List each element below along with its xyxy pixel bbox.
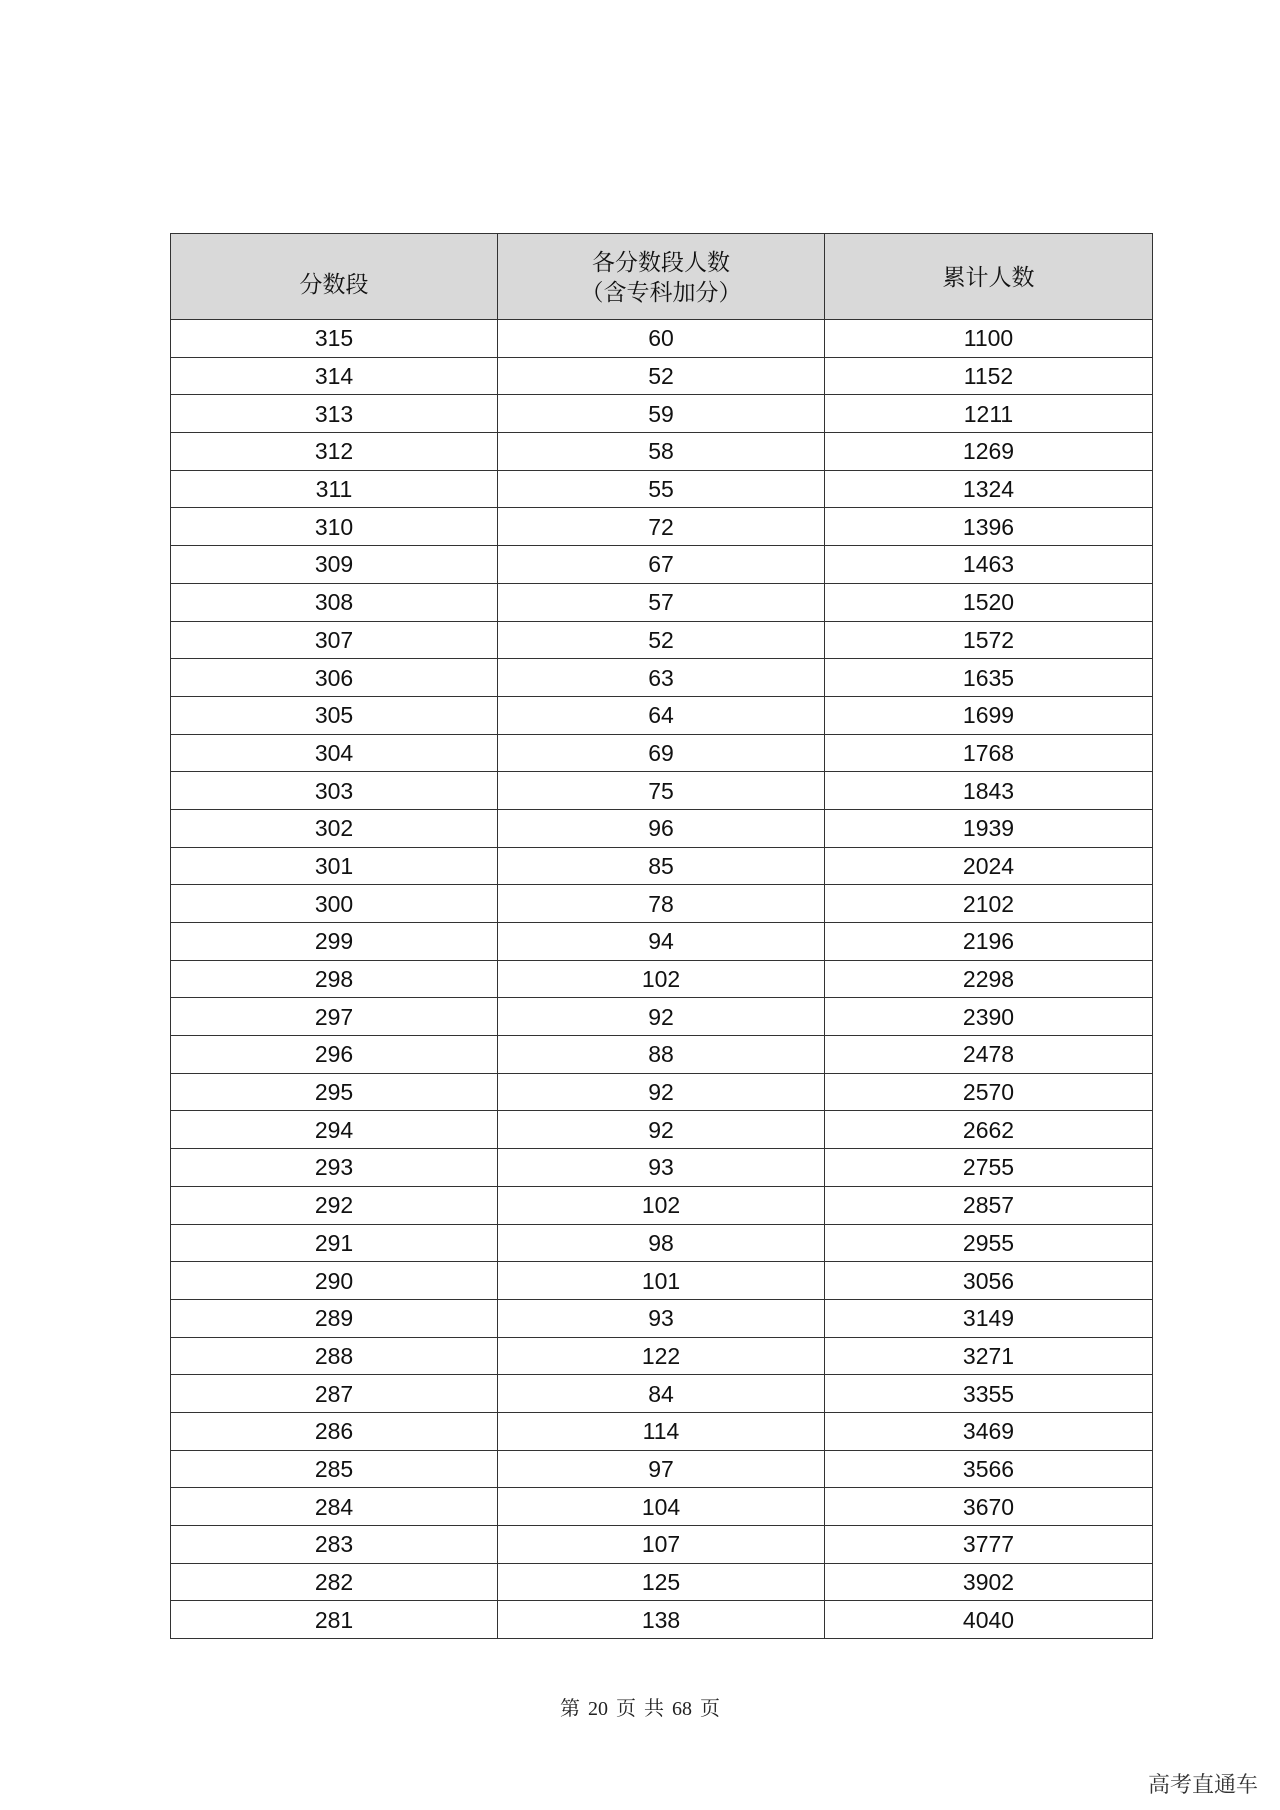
table-row xyxy=(171,1526,1153,1564)
cell-count: 59 xyxy=(498,395,825,433)
cell-count: 64 xyxy=(498,696,825,734)
cell-count: 85 xyxy=(498,847,825,885)
cell-score: 292 xyxy=(171,1186,498,1224)
cell-cumulative: 2024 xyxy=(825,847,1153,885)
table-row xyxy=(171,320,1153,358)
cell-cumulative: 2298 xyxy=(825,960,1153,998)
cell-score: 314 xyxy=(171,357,498,395)
table-row xyxy=(171,960,1153,998)
table-row xyxy=(171,395,1153,433)
cell-count: 138 xyxy=(498,1601,825,1639)
cell-score: 304 xyxy=(171,734,498,772)
cell-score: 315 xyxy=(171,320,498,358)
cell-count: 94 xyxy=(498,923,825,961)
cell-score: 294 xyxy=(171,1111,498,1149)
cell-cumulative: 1699 xyxy=(825,696,1153,734)
cell-score: 284 xyxy=(171,1488,498,1526)
footer-suffix: 页 xyxy=(700,1698,720,1720)
cell-score: 291 xyxy=(171,1224,498,1262)
cell-count: 97 xyxy=(498,1450,825,1488)
cell-count: 58 xyxy=(498,433,825,471)
cell-cumulative: 3149 xyxy=(825,1299,1153,1337)
table-row xyxy=(171,433,1153,471)
cell-count: 104 xyxy=(498,1488,825,1526)
cell-count: 101 xyxy=(498,1262,825,1300)
cell-cumulative: 1463 xyxy=(825,546,1153,584)
table-row xyxy=(171,1224,1153,1262)
cell-score: 290 xyxy=(171,1262,498,1300)
cell-cumulative: 3355 xyxy=(825,1375,1153,1413)
footer-prefix: 第 xyxy=(560,1698,580,1720)
cell-score: 313 xyxy=(171,395,498,433)
cell-count: 69 xyxy=(498,734,825,772)
score-distribution-table xyxy=(170,233,1153,1639)
footer-total-pages: 68 xyxy=(672,1698,692,1720)
cell-score: 311 xyxy=(171,470,498,508)
header-count-line1: 各分数段人数 xyxy=(592,248,730,275)
cell-score: 297 xyxy=(171,998,498,1036)
cell-count: 72 xyxy=(498,508,825,546)
cell-count: 102 xyxy=(498,960,825,998)
cell-score: 283 xyxy=(171,1526,498,1564)
cell-count: 67 xyxy=(498,546,825,584)
cell-count: 92 xyxy=(498,998,825,1036)
cell-score: 293 xyxy=(171,1149,498,1187)
cell-cumulative: 1520 xyxy=(825,583,1153,621)
cell-count: 55 xyxy=(498,470,825,508)
cell-count: 93 xyxy=(498,1149,825,1187)
cell-cumulative: 1768 xyxy=(825,734,1153,772)
cell-cumulative: 1211 xyxy=(825,395,1153,433)
cell-cumulative: 3902 xyxy=(825,1563,1153,1601)
cell-cumulative: 3566 xyxy=(825,1450,1153,1488)
table-row xyxy=(171,1073,1153,1111)
header-cumulative: 累计人数 xyxy=(825,234,1153,320)
cell-count: 92 xyxy=(498,1111,825,1149)
footer-total-label: 共 xyxy=(644,1698,664,1720)
cell-score: 306 xyxy=(171,659,498,697)
table-row xyxy=(171,508,1153,546)
cell-score: 296 xyxy=(171,1036,498,1074)
cell-cumulative: 3056 xyxy=(825,1262,1153,1300)
cell-count: 63 xyxy=(498,659,825,697)
cell-cumulative: 2662 xyxy=(825,1111,1153,1149)
cell-count: 75 xyxy=(498,772,825,810)
footer-page-label: 页 xyxy=(616,1698,636,1720)
cell-score: 295 xyxy=(171,1073,498,1111)
cell-cumulative: 2955 xyxy=(825,1224,1153,1262)
table-row xyxy=(171,809,1153,847)
table-row xyxy=(171,1488,1153,1526)
table-row xyxy=(171,1375,1153,1413)
cell-cumulative: 2570 xyxy=(825,1073,1153,1111)
page-footer xyxy=(0,1692,1280,1721)
cell-count: 102 xyxy=(498,1186,825,1224)
table-header-row xyxy=(171,234,1153,320)
table-row xyxy=(171,1262,1153,1300)
header-count-line2: （含专科加分） xyxy=(580,278,742,305)
cell-cumulative: 3271 xyxy=(825,1337,1153,1375)
table-row xyxy=(171,1601,1153,1639)
table-row xyxy=(171,546,1153,584)
cell-count: 96 xyxy=(498,809,825,847)
cell-cumulative: 2102 xyxy=(825,885,1153,923)
cell-score: 298 xyxy=(171,960,498,998)
score-distribution-table-container xyxy=(170,233,1152,1639)
cell-cumulative: 2478 xyxy=(825,1036,1153,1074)
cell-count: 92 xyxy=(498,1073,825,1111)
cell-cumulative: 2196 xyxy=(825,923,1153,961)
cell-cumulative: 4040 xyxy=(825,1601,1153,1639)
table-body xyxy=(171,320,1153,1639)
table-row xyxy=(171,1337,1153,1375)
cell-score: 310 xyxy=(171,508,498,546)
table-row xyxy=(171,621,1153,659)
table-row xyxy=(171,696,1153,734)
cell-count: 125 xyxy=(498,1563,825,1601)
cell-cumulative: 2755 xyxy=(825,1149,1153,1187)
table-row xyxy=(171,1186,1153,1224)
cell-count: 57 xyxy=(498,583,825,621)
table-row xyxy=(171,1412,1153,1450)
cell-cumulative: 3670 xyxy=(825,1488,1153,1526)
table-row xyxy=(171,470,1153,508)
cell-score: 307 xyxy=(171,621,498,659)
cell-score: 303 xyxy=(171,772,498,810)
cell-cumulative: 1572 xyxy=(825,621,1153,659)
cell-score: 300 xyxy=(171,885,498,923)
cell-cumulative: 1939 xyxy=(825,809,1153,847)
table-row xyxy=(171,847,1153,885)
cell-score: 302 xyxy=(171,809,498,847)
table-row xyxy=(171,1563,1153,1601)
cell-score: 312 xyxy=(171,433,498,471)
table-row xyxy=(171,1299,1153,1337)
cell-cumulative: 1635 xyxy=(825,659,1153,697)
table-row xyxy=(171,772,1153,810)
cell-score: 288 xyxy=(171,1337,498,1375)
table-row xyxy=(171,1111,1153,1149)
cell-score: 309 xyxy=(171,546,498,584)
cell-count: 78 xyxy=(498,885,825,923)
cell-score: 285 xyxy=(171,1450,498,1488)
cell-count: 98 xyxy=(498,1224,825,1262)
cell-score: 301 xyxy=(171,847,498,885)
cell-cumulative: 1152 xyxy=(825,357,1153,395)
cell-cumulative: 1324 xyxy=(825,470,1153,508)
cell-count: 60 xyxy=(498,320,825,358)
cell-cumulative: 1396 xyxy=(825,508,1153,546)
cell-cumulative: 3777 xyxy=(825,1526,1153,1564)
cell-cumulative: 1843 xyxy=(825,772,1153,810)
table-row xyxy=(171,923,1153,961)
table-row xyxy=(171,1450,1153,1488)
cell-cumulative: 1100 xyxy=(825,320,1153,358)
table-row xyxy=(171,357,1153,395)
table-row xyxy=(171,885,1153,923)
cell-count: 114 xyxy=(498,1412,825,1450)
cell-cumulative: 2390 xyxy=(825,998,1153,1036)
cell-count: 52 xyxy=(498,621,825,659)
table-row xyxy=(171,734,1153,772)
cell-score: 282 xyxy=(171,1563,498,1601)
cell-count: 88 xyxy=(498,1036,825,1074)
cell-score: 281 xyxy=(171,1601,498,1639)
footer-page-number: 20 xyxy=(588,1698,608,1720)
header-score: 分数段 xyxy=(171,234,498,320)
table-row xyxy=(171,659,1153,697)
cell-score: 308 xyxy=(171,583,498,621)
table-row xyxy=(171,583,1153,621)
cell-score: 287 xyxy=(171,1375,498,1413)
cell-cumulative: 3469 xyxy=(825,1412,1153,1450)
cell-count: 84 xyxy=(498,1375,825,1413)
table-row xyxy=(171,1149,1153,1187)
cell-count: 93 xyxy=(498,1299,825,1337)
table-row xyxy=(171,1036,1153,1074)
table-row xyxy=(171,998,1153,1036)
cell-score: 305 xyxy=(171,696,498,734)
watermark: 高考直通车 xyxy=(1147,1773,1258,1798)
cell-count: 107 xyxy=(498,1526,825,1564)
cell-score: 299 xyxy=(171,923,498,961)
cell-score: 286 xyxy=(171,1412,498,1450)
cell-count: 52 xyxy=(498,357,825,395)
cell-count: 122 xyxy=(498,1337,825,1375)
cell-score: 289 xyxy=(171,1299,498,1337)
cell-cumulative: 1269 xyxy=(825,433,1153,471)
header-count xyxy=(498,234,825,320)
cell-cumulative: 2857 xyxy=(825,1186,1153,1224)
